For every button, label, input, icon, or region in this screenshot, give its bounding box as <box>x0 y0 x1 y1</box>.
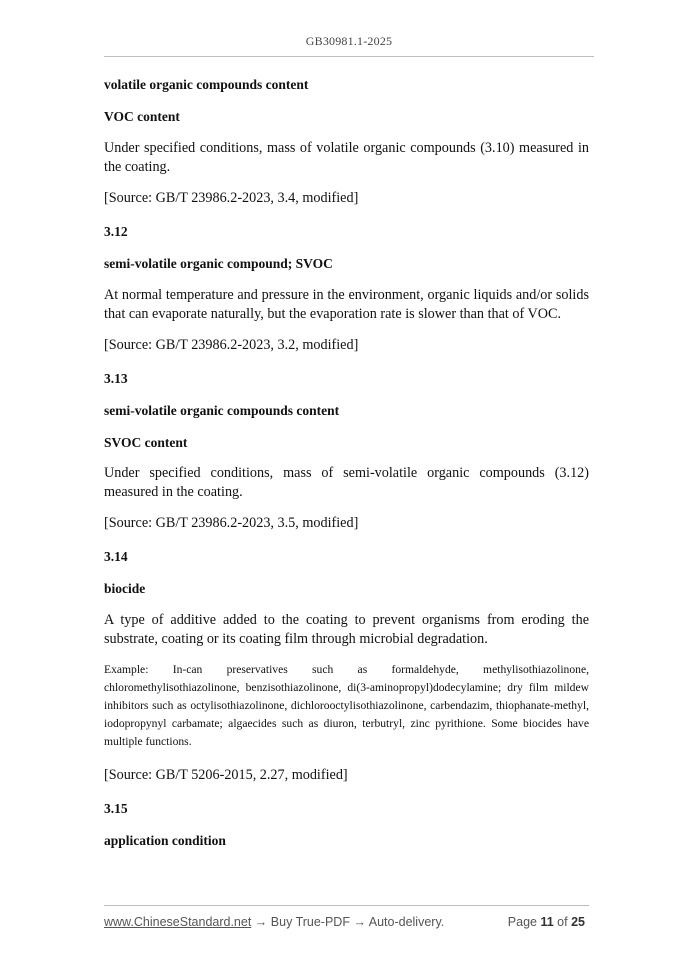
term-svoc-content-full: semi-volatile organic compounds content <box>104 403 340 418</box>
definition-biocide: A type of additive added to the coating to prevent organisms from eroding the substrate, coating or its coating film through microbial degradation. <box>104 612 589 647</box>
page-header-doc-code: GB30981.1-2025 <box>305 34 393 48</box>
source-svoc: [Source: GB/T 23986.2-2023, 3.2, modified] <box>104 337 359 353</box>
clause-number-3-14: 3.14 <box>104 549 128 564</box>
clause-number-3-12: 3.12 <box>104 224 128 239</box>
term-svoc: semi-volatile organic compound; SVOC <box>104 256 333 271</box>
footer-divider <box>104 905 589 906</box>
page-of-label: of <box>557 915 568 929</box>
source-biocide: [Source: GB/T 5206-2015, 2.27, modified] <box>104 767 348 783</box>
page-current-number: 11 <box>540 915 554 929</box>
page-indicator <box>508 915 585 929</box>
arrow-right-icon: → <box>353 915 366 929</box>
term-application-condition: application condition <box>104 833 226 848</box>
term-svoc-content: SVOC content <box>104 435 188 450</box>
definition-svoc: At normal temperature and pressure in the environment, organic liquids and/or solids that can evaporate naturally, but the evaporation rate is slower than that of VOC. <box>104 287 589 322</box>
page-label: Page <box>507 915 537 929</box>
example-biocide: Example: In-can preservatives such as formaldehyde, methylisothiazolinone, chloromethylisothiazolinone, benzisothiazolinone, di(3-aminopropyl)dodecylamine; dry film mildew inhibitors such as octylisothiazolinone, dichlorooctylisothiazolinone, carbendazim, thiophanate-methyl, iodopropynyl carbamate; algaecides such as diuron, terbutryl, zinc pyrithione. Some biocides have multiple functions. <box>104 663 589 748</box>
clause-number-3-15: 3.15 <box>104 801 128 816</box>
term-voc-content-full: volatile organic compounds content <box>104 77 309 92</box>
source-svoc-content: [Source: GB/T 23986.2-2023, 3.5, modified] <box>104 515 359 531</box>
header-divider <box>104 56 594 57</box>
auto-delivery-text: Auto-delivery. <box>368 915 445 929</box>
arrow-right-icon: → <box>254 915 268 929</box>
definition-svoc-content: Under specified conditions, mass of semi-volatile organic compounds (3.12) measured in the coating. <box>104 465 589 500</box>
definition-voc-content: Under specified conditions, mass of volatile organic compounds (3.10) measured in the coating. <box>104 140 589 175</box>
site-link[interactable]: www.ChineseStandard.net <box>104 915 252 929</box>
term-biocide: biocide <box>104 581 146 596</box>
buy-true-pdf-text: Buy True-PDF <box>270 915 350 929</box>
page-total-number: 25 <box>571 915 585 929</box>
clause-number-3-13: 3.13 <box>104 371 128 386</box>
source-voc-content: [Source: GB/T 23986.2-2023, 3.4, modified] <box>104 190 359 206</box>
page-footer <box>104 915 589 929</box>
term-voc-content: VOC content <box>104 109 180 124</box>
